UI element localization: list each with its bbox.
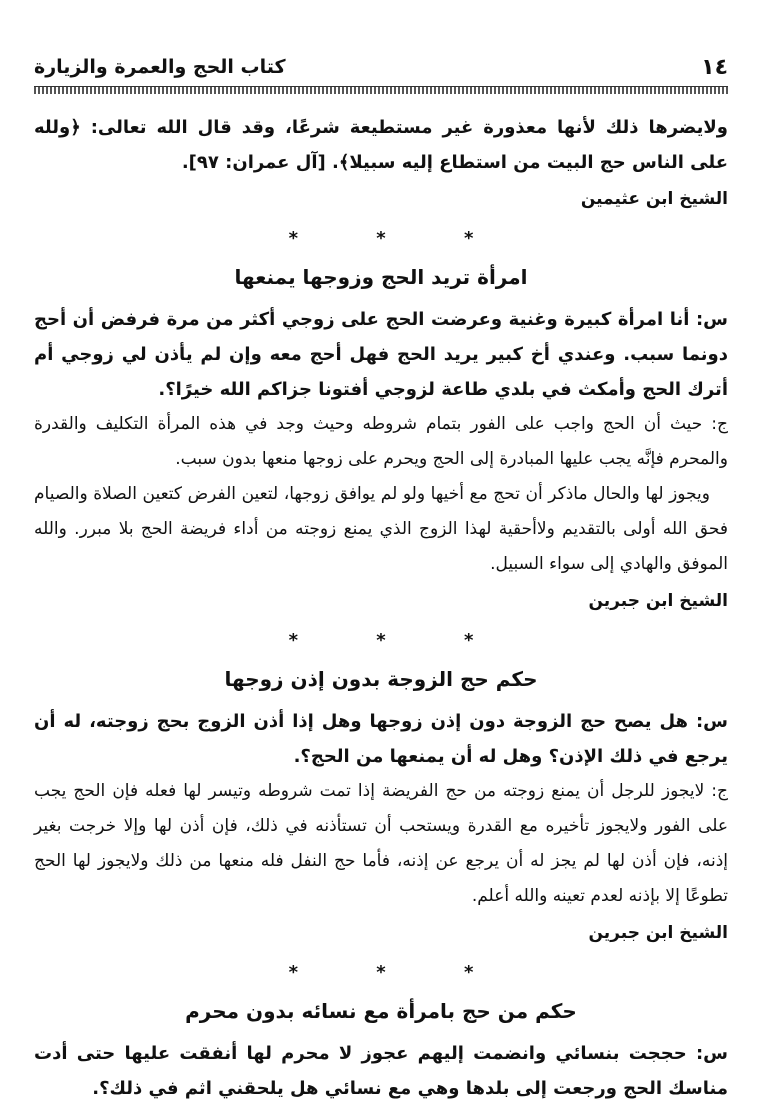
- section-separator: * * *: [288, 630, 510, 651]
- fatwa-signature: الشيخ ابن جبرين: [588, 591, 728, 611]
- page-number: ١٤: [701, 54, 728, 80]
- document-page: [34, 50, 728, 1106]
- page-header: [34, 50, 728, 84]
- book-title: كتاب الحج والعمرة والزيارة: [34, 56, 286, 78]
- intro-paragraph: ولايضرها ذلك لأنها معذورة غير مستطيعة شرعًا، وقد قال الله تعالى: ﴿ولله على الناس حج البيت من استطاع إليه سبيلا﴾. [آل عمران: ٩٧].: [34, 117, 728, 173]
- answer-paragraph: ويجوز لها والحال ماذكر أن تحج مع أخيها ولو لم يوافق زوجها، لتعين الفرض كتعين الصلاة والصيام فحق الله أولى بالتقديم ولاأحقية لهذا الزوج الذي يمنع زوجته من أداء فريضة الحج بلا مبرر. والله الموفق والهادي إلى سواء السبيل.: [34, 484, 728, 574]
- question-paragraph: س: أنا امرأة كبيرة وغنية وعرضت الحج على زوجي أكثر من مرة فرفض أن أحج دونما سبب. وعندي أخ كبير يريد الحج فهل أحج معه وإن لم يأذن لي زوجي أم أترك الحج وأمكث في بلدي طاعة لزوجي أفتونا جزاكم الله خيرًا؟.: [34, 309, 728, 400]
- answer-paragraph: ج: لايجوز للرجل أن يمنع زوجته من حج الفريضة إذا تمت شروطه وتيسر لها فعله فإن الحج يجب على الفور ولايجوز تأخيره مع القدرة ويستحب أن تستأذنه في ذلك، فإن أذن لها وإلا خرجت بغير إذنه، فإن أذن لها لم يجز له أن يرجع عن إذنه، فأما حج النفل فله منعها من ذلك ولايجوز لها الحج تطوعًا إلا بإذنه لعدم تعينه والله أعلم.: [34, 781, 728, 906]
- header-divider: [34, 86, 728, 94]
- answer-paragraph: ج: حيث أن الحج واجب على الفور بتمام شروطه وحيث وجد في هذه المرأة التكليف والقدرة والمحرم فإنَّه يجب عليها المبادرة إلى الحج ويحرم على زوجها منعها بدون سبب.: [34, 414, 728, 469]
- fatwa-signature: الشيخ ابن عثيمين: [580, 189, 728, 209]
- section-separator: * * *: [288, 228, 510, 249]
- question-paragraph: س: حججت بنسائي وانضمت إليهم عجوز لا محرم لها أنفقت عليها حتى أدت مناسك الحج ورجعت إلى بلدها وهي مع نسائي هل يلحقني اثم في ذلك؟.: [34, 1043, 728, 1099]
- section-title: امرأة تريد الحج وزوجها يمنعها: [234, 265, 528, 289]
- section-separator: * * *: [288, 962, 510, 983]
- question-paragraph: س: هل يصح حج الزوجة دون إذن زوجها وهل إذا أذن الزوج بحج زوجته، له أن يرجع في ذلك الإذن؟ وهل له أن يمنعها من الحج؟.: [34, 711, 728, 767]
- fatwa-signature: الشيخ ابن جبرين: [588, 923, 728, 943]
- section-title: حكم حج الزوجة بدون إذن زوجها: [224, 667, 538, 691]
- section-title: حكم من حج بامرأة مع نسائه بدون محرم: [185, 999, 577, 1023]
